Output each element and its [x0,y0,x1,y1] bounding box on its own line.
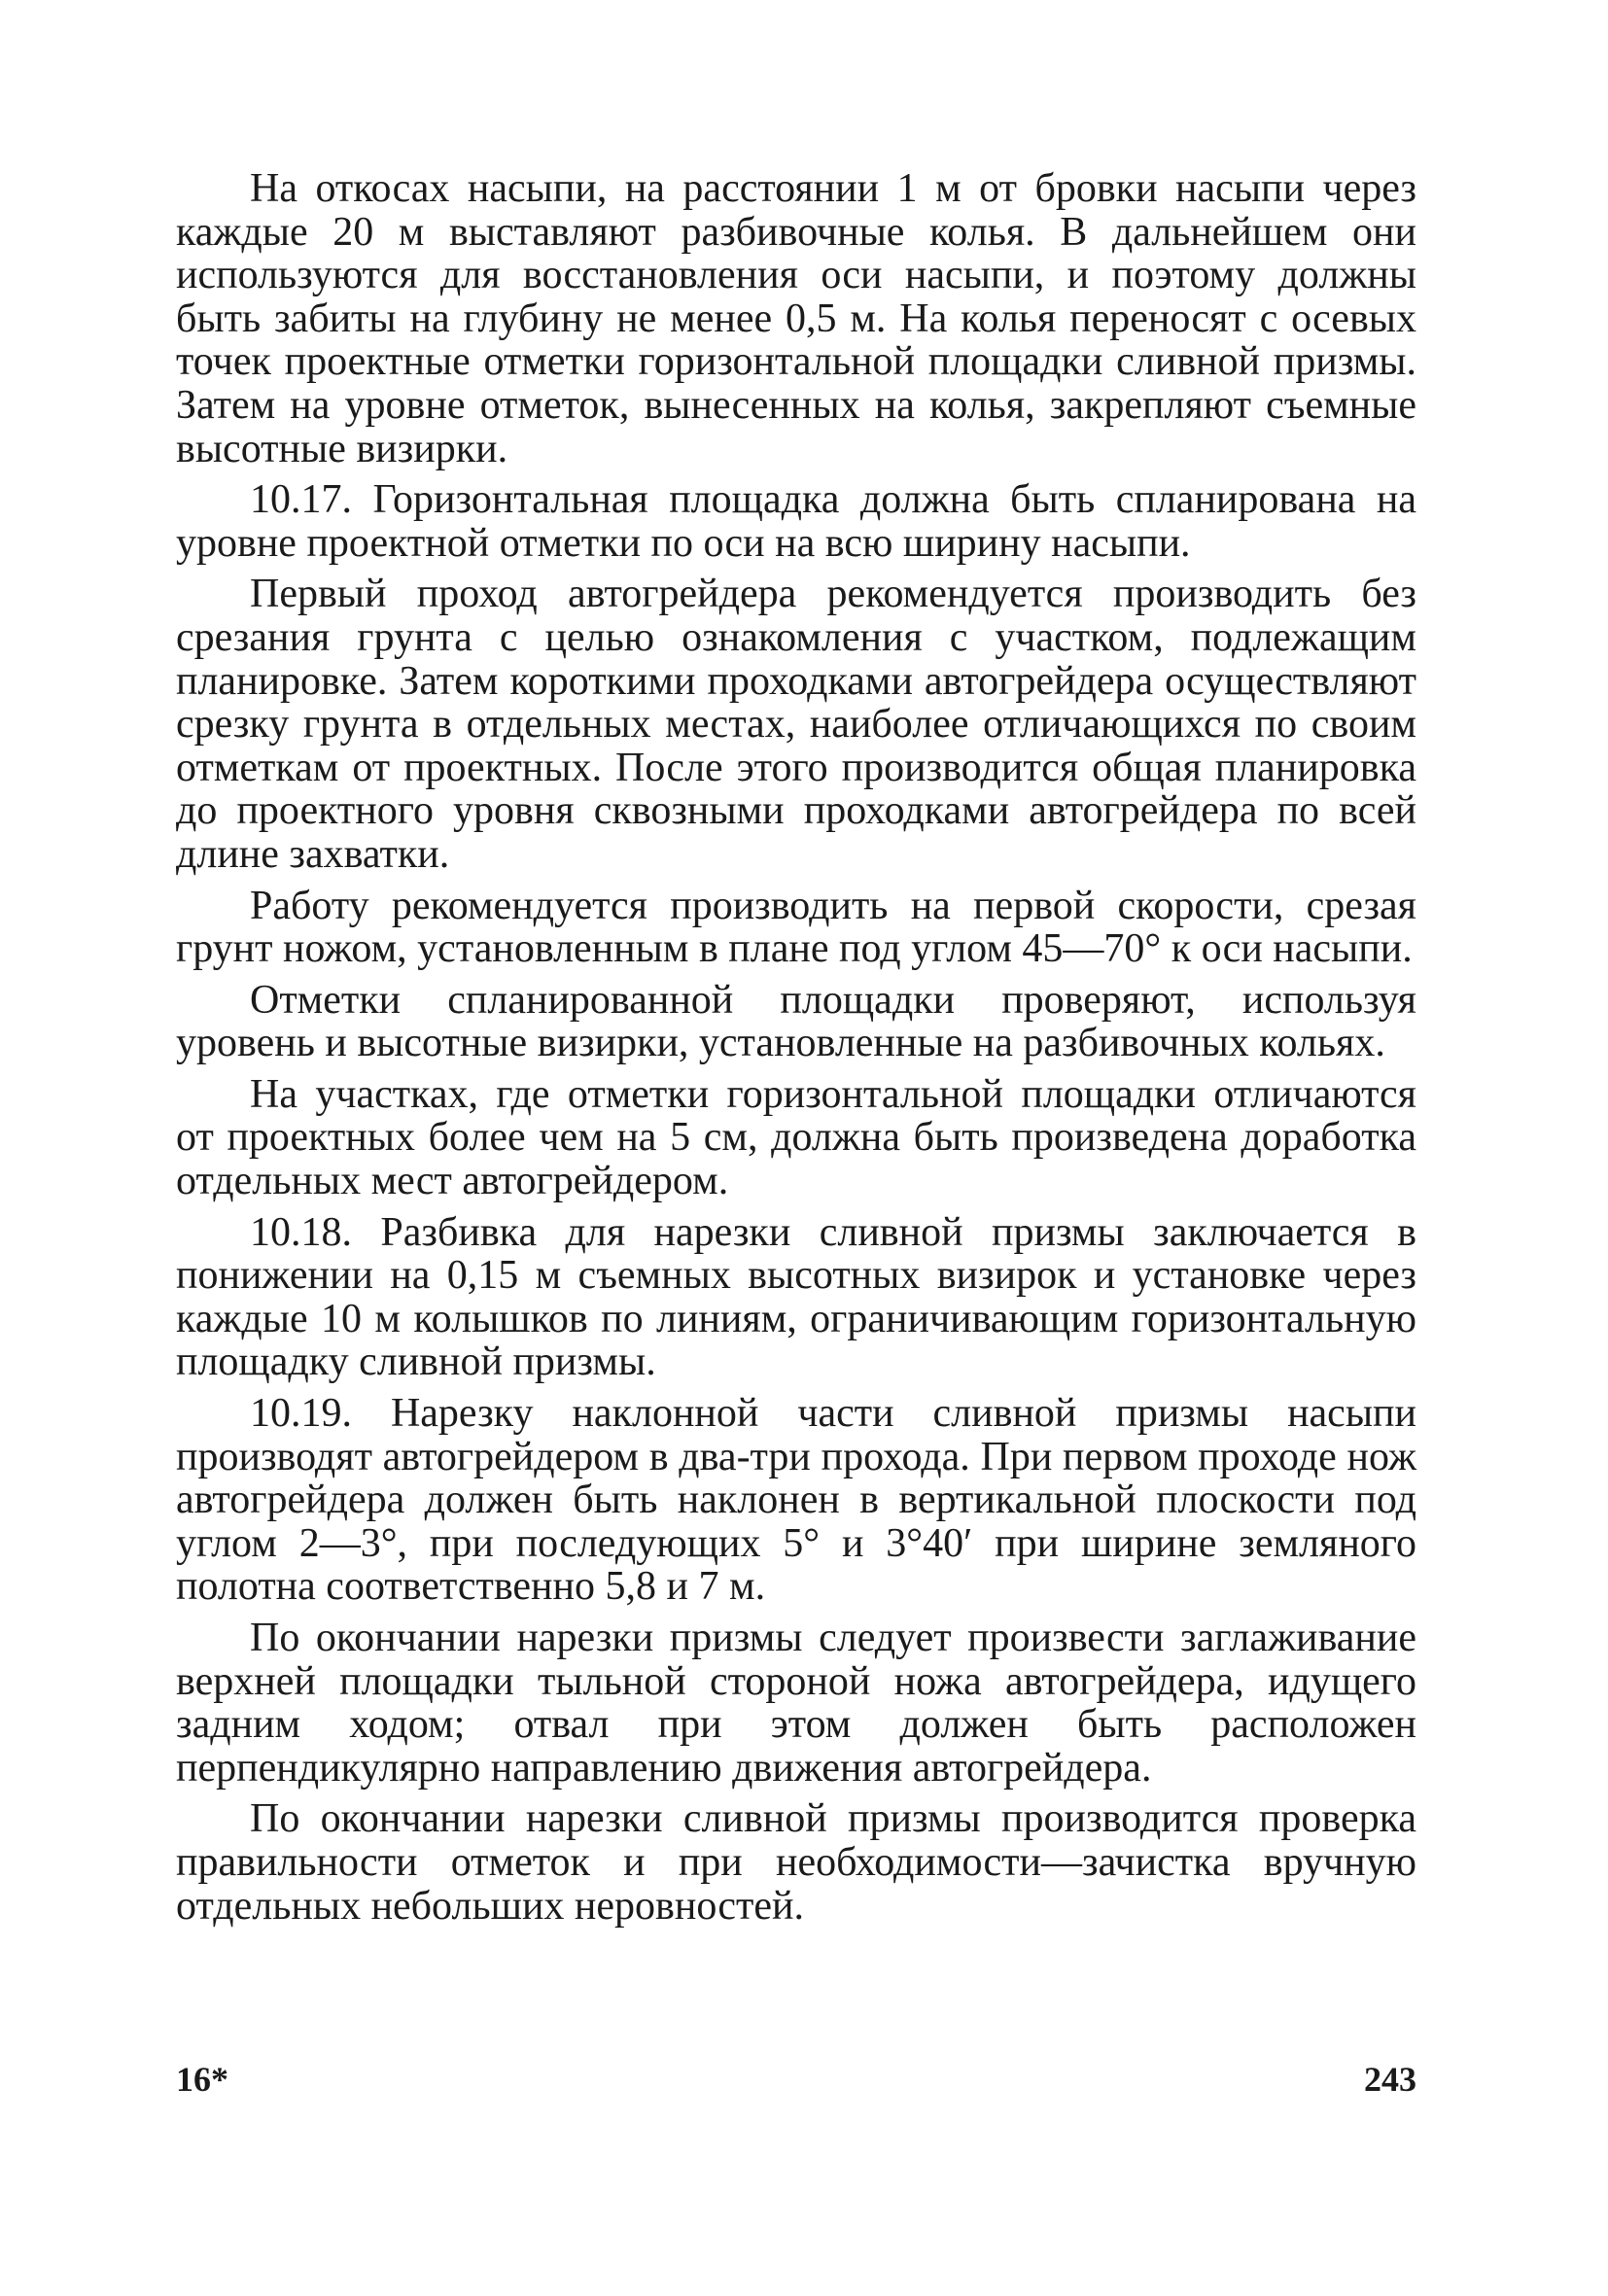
paragraph-first-pass: Первый проход автогрейдера рекомендуется производить без срезания грунта с целью ознакомления с участком, подлежащим планировке. Затем короткими проходками автогрейдера осуществляют срезку грунта в отдельных местах, наиболее отличающихся по своим отметкам от проектных. После этого производится общая планировка до проектного уровня сквозными проходками автогрейдера по всей длине захватки. [176,572,1416,877]
paragraph-10-17: 10.17. Горизонтальная площадка должна быть спланирована на уровне проектной отметки по оси на всю ширину насыпи. [176,477,1416,566]
paragraph-10-19: 10.19. Нарезку наклонной части сливной призмы насыпи производят автогрейдером в два-три прохода. При первом проходе нож автогрейдера должен быть наклонен в вертикальной плоскости под углом 2—3°, при последующих 5° и 3°40′ при ширине земляного полотна соответственно 5,8 и 7 м. [176,1391,1416,1610]
body-text [176,167,1416,1928]
paragraph-rework: На участках, где отметки горизонтальной площадки отличаются от проектных более чем на 5 см, должна быть произведена доработка отдельных мест автогрейдером. [176,1071,1416,1204]
paragraph-speed: Работу рекомендуется производить на первой скорости, срезая грунт ножом, установленным в плане под углом 45—70° к оси насыпи. [176,883,1416,972]
paragraph-stakes: На откосах насыпи, на расстоянии 1 м от бровки насыпи через каждые 20 м выставляют разбивочные колья. В дальнейшем они используются для восстановления оси насыпи, и поэтому должны быть забиты на глубину не менее 0,5 м. На колья переносят с осевых точек проектные отметки горизонтальной площадки сливной призмы. Затем на уровне отметок, вынесенных на колья, закрепляют съемные высотные визирки. [176,166,1416,471]
paragraph-final-check: По окончании нарезки сливной призмы производится проверка правильности отметок и при необходимости—зачистка вручную отдельных небольших неровностей. [176,1796,1416,1929]
paragraph-check-marks: Отметки спланированной площадки проверяют, используя уровень и высотные визирки, установленные на разбивочных кольях. [176,977,1416,1066]
page-footer [176,2055,1416,2104]
signature-mark: 16* [176,2060,228,2099]
paragraph-10-18: 10.18. Разбивка для нарезки сливной призмы заключается в понижении на 0,15 м съемных высотных визирок и установке через каждые 10 м колышков по линиям, ограничивающим горизонтальную площадку сливной призмы. [176,1209,1416,1385]
paragraph-smoothing: По окончании нарезки призмы следует произвести заглаживание верхней площадки тыльной стороной ножа автогрейдера, идущего задним ходом; отвал при этом должен быть расположен перпендикулярно направлению движения автогрейдера. [176,1616,1416,1791]
page-number: 243 [1364,2060,1416,2099]
